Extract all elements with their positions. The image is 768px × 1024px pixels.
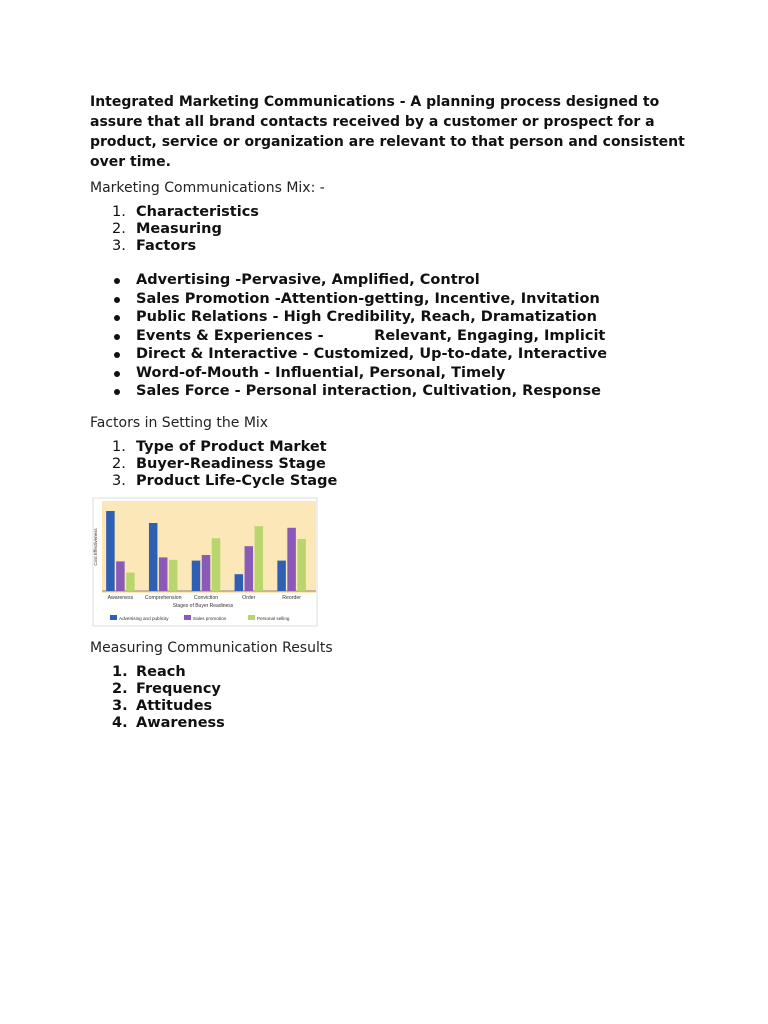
list-item: Advertising -Pervasive, Amplified, Control <box>90 271 690 290</box>
list-item: 2. Measuring <box>112 221 222 237</box>
list-item: 3. Attitudes <box>112 698 213 714</box>
bar-sales-order <box>245 546 254 591</box>
intro-line: over time. <box>90 154 171 170</box>
bar-advertising-awareness <box>106 511 115 591</box>
bar-sales-conviction <box>202 555 211 591</box>
list-item: 2. Frequency <box>112 681 221 697</box>
legend-label: Advertising and publicity <box>119 616 169 621</box>
bar-advertising-order <box>235 574 244 591</box>
list-item: Sales Promotion -Attention-getting, Incentive, Invitation <box>90 290 690 309</box>
bar-advertising-reorder <box>277 561 286 591</box>
list-item: 1. Type of Product Market <box>112 438 327 455</box>
list-item: 1. Reach <box>112 664 186 680</box>
mix-list <box>90 204 690 255</box>
bar-advertising-comprehension <box>149 523 158 591</box>
y-axis-label: Cost Effectiveness <box>93 528 98 566</box>
bullet-icon <box>114 371 120 377</box>
measures-list <box>90 664 690 732</box>
mix-heading: Marketing Communications Mix: - <box>90 180 325 196</box>
bar-sales-awareness <box>116 561 125 591</box>
x-axis-label: Stages of Buyer Readiness <box>172 603 234 609</box>
list-item: 3. Product Life-Cycle Stage <box>112 472 338 489</box>
bar-personal-comprehension <box>169 560 178 591</box>
bar-personal-reorder <box>297 539 306 591</box>
bullet-icon <box>114 297 120 303</box>
list-item: 2. Buyer-Readiness Stage <box>112 455 326 472</box>
measuring-section <box>90 638 690 732</box>
communication-tools-list <box>90 271 690 401</box>
imc-definition <box>90 92 690 172</box>
x-tick-label: Conviction <box>193 595 219 601</box>
bullet-icon <box>114 352 120 358</box>
measuring-heading: Measuring Communication Results <box>90 640 333 656</box>
list-item: Direct & Interactive - Customized, Up-to-date, Interactive <box>90 345 690 364</box>
chart-svg <box>90 496 318 630</box>
factors-list <box>90 439 690 490</box>
legend-swatch <box>248 615 255 620</box>
buyer-readiness-chart <box>90 496 318 630</box>
legend-swatch <box>110 615 117 620</box>
list-item: Events & Experiences - Relevant, Engaging, Implicit <box>90 327 690 346</box>
document-body <box>90 92 690 490</box>
x-tick-label: Awareness <box>107 595 134 601</box>
legend-label: Personal selling <box>257 616 290 621</box>
list-item: 1. Characteristics <box>112 204 259 220</box>
bar-personal-order <box>255 526 263 591</box>
legend-label: Sales promotion <box>193 616 227 621</box>
list-item: 4. Awareness <box>112 715 225 731</box>
bullet-icon <box>114 315 120 321</box>
intro-line: product, service or organization are relevant to that person and consistent <box>90 134 685 150</box>
x-tick-label: Reorder <box>282 595 301 601</box>
x-tick-label: Order <box>242 595 256 601</box>
bullet-icon <box>114 389 120 395</box>
bullet-icon <box>114 278 120 284</box>
bar-sales-reorder <box>287 528 296 591</box>
intro-line: Integrated Marketing Communications - A planning process designed to <box>90 94 660 110</box>
list-item: 3. Factors <box>112 238 197 254</box>
bar-sales-comprehension <box>159 557 168 591</box>
bullet-icon <box>114 334 120 340</box>
list-item: Public Relations - High Credibility, Reach, Dramatization <box>90 308 690 327</box>
factors-heading: Factors in Setting the Mix <box>90 414 269 431</box>
bar-personal-awareness <box>126 573 134 591</box>
legend-swatch <box>184 615 191 620</box>
bar-advertising-conviction <box>192 561 201 591</box>
list-item: Sales Force - Personal interaction, Cultivation, Response <box>90 382 690 401</box>
list-item: Word-of-Mouth - Influential, Personal, Timely <box>90 364 690 383</box>
intro-line: assure that all brand contacts received by a customer or prospect for a <box>90 114 655 130</box>
x-tick-label: Comprehension <box>144 595 182 601</box>
bar-personal-conviction <box>212 538 221 591</box>
